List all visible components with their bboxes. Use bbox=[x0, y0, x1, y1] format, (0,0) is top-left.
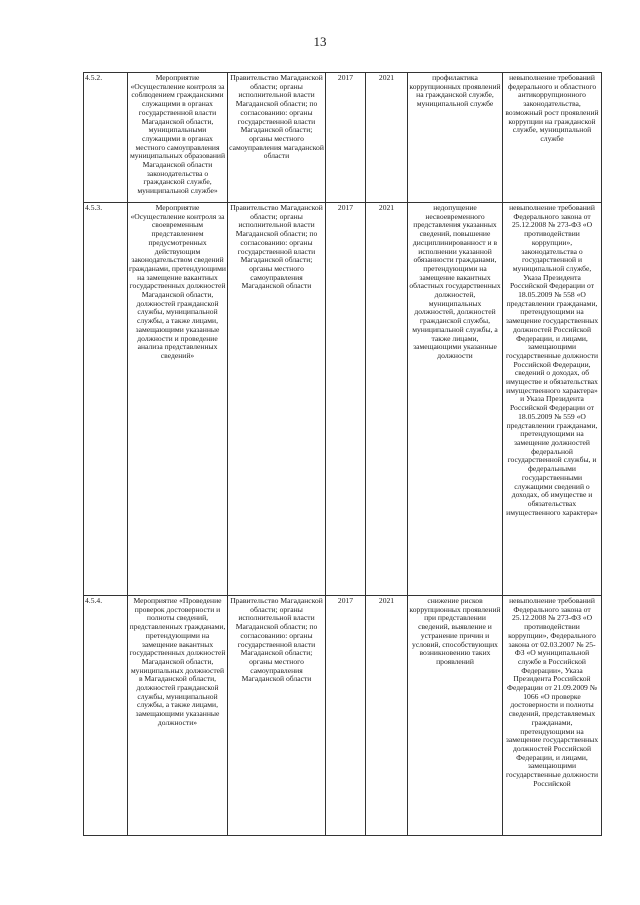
expected-result: снижение рисков коррупционных проявлений при представлении сведений, выявление и устранение причин и условий, способствующих возникновению таких проявлений bbox=[409, 597, 501, 666]
page-number: 13 bbox=[313, 34, 327, 49]
table-row bbox=[84, 203, 602, 596]
measure-description: Мероприятие «Осуществление контроля за соблюдением гражданскими служащими в органах государственной власти Магаданской области, муниципальными служащими в органах местного самоуправления муниципальных образований Магаданской области законодательства о гражданской службе, муниципальной службе» bbox=[129, 74, 226, 196]
non-implementation-consequence: невыполнение требований федерального и областного антикоррупционного законодательства, возможный рост проявлений коррупции на гражданской службе, муниципальной службе bbox=[505, 74, 599, 143]
end-year: 2021 bbox=[378, 74, 395, 82]
measure-description: Мероприятие «Осуществление контроля за своевременным представлением предусмотренных действующим законодательством сведений гражданами, претендующими на замещение вакантных государственных должностей Магаданской области, должностей гражданской службы, муниципальной службы, а также лицами, замещающими указанные должности и проведение анализа представленных сведений» bbox=[129, 204, 226, 360]
end-year: 2021 bbox=[378, 597, 395, 605]
expected-result: недопущение несвоевременного представления указанных сведений, повышение дисциплинированност и в исполнении указанной обязанности гражданами, претендующими на замещение вакантных областных государственных должностей, муниципальных должностей, должностей гражданской службы, муниципальной службы, а также лицами, замещающими указанные должности bbox=[409, 204, 501, 360]
end-year: 2021 bbox=[378, 204, 395, 212]
executor-list: Правительство Магаданской области; органы исполнительной власти Магаданской области; по согласованию: органы государственной власти Магаданской области; органы местного самоуправления Магаданской области bbox=[230, 204, 323, 291]
measure-description: Мероприятие «Проведение проверок достоверности и полноты сведений, представленных гражданами, претендующими на замещение вакантных государственных должностей Магаданской области, муниципальных должностей в Магаданской области, должностей гражданской службы, муниципальной службы, а также лицами, замещающими указанные должности» bbox=[129, 597, 226, 727]
non-implementation-consequence: невыполнение требований Федерального закона от 25.12.2008 № 273-ФЗ «О противодействии коррупции», законодательства о государственной и муниципальной службе, Указа Президента Российской Федерации от 18.05.2009 № 558 «О представлении гражданами, претендующими на замещение государственных должностей Российской Федерации, и лицами, замещающими государственные должности Российской Федерации, сведений о доходах, об имуществе и обязательствах имущественного характера» и Указа Президента Российской Федерации от 18.05.2009 № 559 «О представлении гражданами, претендующими на замещение должностей федеральной государственной службы, и федеральными государственными служащими сведений о доходах, об имуществе и обязательствах имущественного характера» bbox=[505, 204, 599, 517]
row-number: 4.5.4. bbox=[85, 597, 103, 605]
measures-table bbox=[83, 72, 602, 836]
row-number: 4.5.2. bbox=[85, 74, 103, 82]
executor-list: Правительство Магаданской области; органы исполнительной власти Магаданской области; по согласованию: органы государственной власти Магаданской области; органы местного самоуправления магаданской области bbox=[229, 74, 324, 161]
start-year: 2017 bbox=[337, 204, 354, 212]
table-row bbox=[84, 596, 602, 836]
expected-result: профилактика коррупционных проявлений на гражданской службе, муниципальной службе bbox=[409, 74, 501, 109]
table-row bbox=[84, 73, 602, 203]
row-number: 4.5.3. bbox=[85, 204, 103, 212]
non-implementation-consequence: невыполнение требований Федерального закона от 25.12.2008 № 273-ФЗ «О противодействии коррупции», Федерального закона от 02.03.2007 № 25-ФЗ «О муниципальной службе в Российской Федерации», Указа Президента Российской Федерации от 21.09.2009 № 1066 «О проверке достоверности и полноты сведений, представляемых гражданами, претендующими на замещение государственных должностей Российской Федерации, и лицами, замещающими государственные должности Российской bbox=[505, 597, 599, 788]
start-year: 2017 bbox=[337, 74, 354, 82]
executor-list: Правительство Магаданской области; органы исполнительной власти Магаданской области; по согласованию: органы государственной власти Магаданской области; органы местного самоуправления Магаданской области bbox=[230, 597, 323, 684]
start-year: 2017 bbox=[337, 597, 354, 605]
